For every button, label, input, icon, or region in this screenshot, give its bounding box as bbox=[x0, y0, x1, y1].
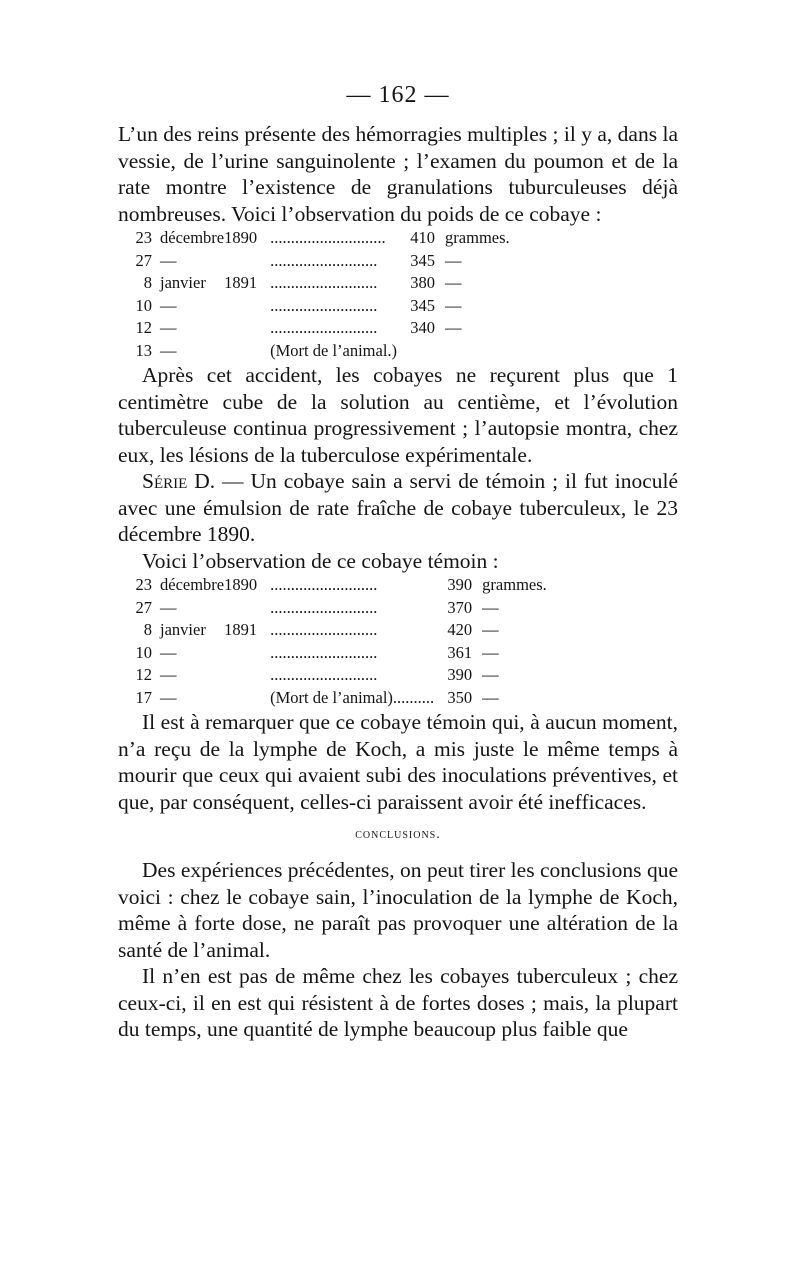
row-unit: — bbox=[445, 273, 462, 292]
row-unit: grammes. bbox=[445, 228, 510, 247]
row-leader: .......................... bbox=[270, 273, 378, 292]
weight-table-1-body bbox=[118, 227, 510, 362]
row-weight bbox=[397, 340, 445, 363]
row-day: 12 bbox=[135, 665, 152, 684]
paragraph-tuberculeux: Il n’en est pas de même chez les cobayes tuberculeux ; chez ceux-ci, il en est qui résistent à de fortes doses ; mais, la plupart du temps, une quantité de lymphe beaucoup plus faible que bbox=[118, 964, 678, 1041]
paragraph-experiences: Des expériences précédentes, on peut tirer les conclusions que voici : chez le cobaye sain, l’inoculation de la lymphe de Koch, même à forte dose, ne paraît pas provoquer une altération de la santé de l’animal. bbox=[118, 858, 678, 962]
row-month: décembre bbox=[160, 228, 225, 247]
row-day: 13 bbox=[135, 340, 152, 360]
row-leader: ............................ bbox=[270, 228, 386, 247]
row-unit: — bbox=[482, 597, 499, 617]
table-row bbox=[118, 340, 510, 363]
row-month: janvier bbox=[160, 273, 206, 292]
row-leader: .......................... bbox=[270, 597, 378, 617]
row-leader: (Mort de l’animal).......... bbox=[270, 687, 435, 707]
row-leader: .......................... bbox=[270, 620, 378, 639]
row-unit: — bbox=[445, 295, 462, 315]
row-leader: .......................... bbox=[270, 575, 378, 594]
row-day: 8 bbox=[143, 273, 152, 292]
row-year bbox=[224, 687, 270, 710]
row-month: — bbox=[160, 665, 177, 684]
row-year bbox=[224, 664, 270, 687]
weight-table-1 bbox=[118, 227, 510, 362]
row-month: — bbox=[160, 642, 177, 662]
row-leader: .......................... bbox=[270, 250, 378, 270]
row-unit: — bbox=[482, 665, 499, 684]
row-day: 27 bbox=[135, 597, 152, 617]
row-unit: grammes. bbox=[482, 575, 547, 594]
row-year: 1891 bbox=[224, 620, 258, 639]
table-row bbox=[118, 317, 510, 340]
row-year bbox=[224, 340, 270, 363]
row-year bbox=[224, 250, 270, 273]
row-day: 8 bbox=[143, 620, 152, 639]
row-day: 23 bbox=[135, 228, 152, 247]
row-weight: 420 bbox=[447, 620, 473, 639]
table-row bbox=[118, 250, 510, 273]
weight-table-2-body bbox=[118, 574, 547, 709]
table-row bbox=[118, 272, 510, 295]
row-unit: — bbox=[482, 642, 499, 662]
row-year bbox=[224, 295, 270, 318]
row-leader: (Mort de l’animal.) bbox=[270, 340, 398, 360]
row-year bbox=[224, 642, 270, 665]
row-month: — bbox=[160, 318, 177, 337]
row-unit: — bbox=[482, 687, 499, 707]
row-day: 10 bbox=[135, 642, 152, 662]
paragraph-reins: L’un des reins présente des hémorragies multiples ; il y a, dans la vessie, de l’urine sanguinolente ; l’examen du poumon et de la rate montre l’existence de granulations tuburculeuses déjà nombreuses. Voici l’observation du poids de ce cobaye : bbox=[118, 122, 678, 226]
table-row bbox=[118, 687, 547, 710]
serie-d-label: Série D. bbox=[142, 469, 216, 493]
row-unit bbox=[445, 340, 510, 363]
row-month: — bbox=[160, 340, 177, 360]
row-month: — bbox=[160, 597, 177, 617]
paragraph-voici: Voici l’observation de ce cobaye témoin : bbox=[142, 548, 499, 573]
table-row bbox=[118, 227, 510, 250]
table-row bbox=[118, 642, 547, 665]
row-year: 1890 bbox=[224, 575, 258, 594]
row-unit: — bbox=[445, 250, 462, 270]
row-weight: 410 bbox=[410, 228, 436, 247]
book-page bbox=[118, 82, 678, 1043]
row-unit: — bbox=[445, 318, 462, 337]
row-leader: .......................... bbox=[270, 318, 378, 337]
weight-table-2 bbox=[118, 574, 547, 709]
row-year bbox=[224, 597, 270, 620]
row-weight: 345 bbox=[410, 295, 436, 315]
table-row bbox=[118, 295, 510, 318]
row-weight: 340 bbox=[410, 318, 436, 337]
row-year: 1890 bbox=[224, 228, 258, 247]
row-weight: 390 bbox=[447, 575, 473, 594]
row-unit: — bbox=[482, 620, 499, 639]
row-year: 1891 bbox=[224, 273, 258, 292]
row-weight: 380 bbox=[410, 273, 436, 292]
row-day: 23 bbox=[135, 575, 152, 594]
row-month: — bbox=[160, 250, 177, 270]
row-weight: 345 bbox=[410, 250, 436, 270]
serie-d-text: — Un cobaye sain a servi de témoin ; il fut inoculé avec une émulsion de rate fraîche de cobaye tuberculeux, le 23 décembre 1890. bbox=[118, 469, 679, 546]
row-day: 10 bbox=[135, 295, 152, 315]
row-weight: 350 bbox=[447, 687, 473, 707]
table-row bbox=[118, 597, 547, 620]
row-day: 17 bbox=[135, 687, 152, 707]
row-leader: .......................... bbox=[270, 295, 378, 315]
row-month: décembre bbox=[160, 575, 225, 594]
row-weight: 370 bbox=[447, 597, 473, 617]
row-month: — bbox=[160, 295, 177, 315]
table-row bbox=[118, 664, 547, 687]
row-day: 12 bbox=[135, 318, 152, 337]
row-month: — bbox=[160, 687, 177, 707]
paragraph-serie-d bbox=[118, 468, 678, 548]
row-weight: 390 bbox=[447, 665, 473, 684]
paragraph-remarque: Il est à remarquer que ce cobaye témoin qui, à aucun moment, n’a reçu de la lymphe de Koch, a mis juste le même temps à mourir que ceux qui avaient subi des inoculations préventives, et que, par conséquent, celles-ci paraissent avoir été inefficaces. bbox=[118, 710, 678, 814]
row-year bbox=[224, 317, 270, 340]
row-day: 27 bbox=[135, 250, 152, 270]
row-leader: .......................... bbox=[270, 665, 378, 684]
table-row bbox=[118, 574, 547, 597]
row-leader: .......................... bbox=[270, 642, 378, 662]
row-weight: 361 bbox=[447, 642, 473, 662]
section-heading-conclusions: conclusions. bbox=[355, 827, 441, 842]
row-month: janvier bbox=[160, 620, 206, 639]
page-number: — 162 — bbox=[346, 82, 450, 108]
table-row bbox=[118, 619, 547, 642]
paragraph-apres: Après cet accident, les cobayes ne reçurent plus que 1 centimètre cube de la solution au centième, et l’évolution tuberculeuse continua progressivement ; l’autopsie montra, chez eux, les lésions de la tuberculose expérimentale. bbox=[118, 363, 678, 467]
